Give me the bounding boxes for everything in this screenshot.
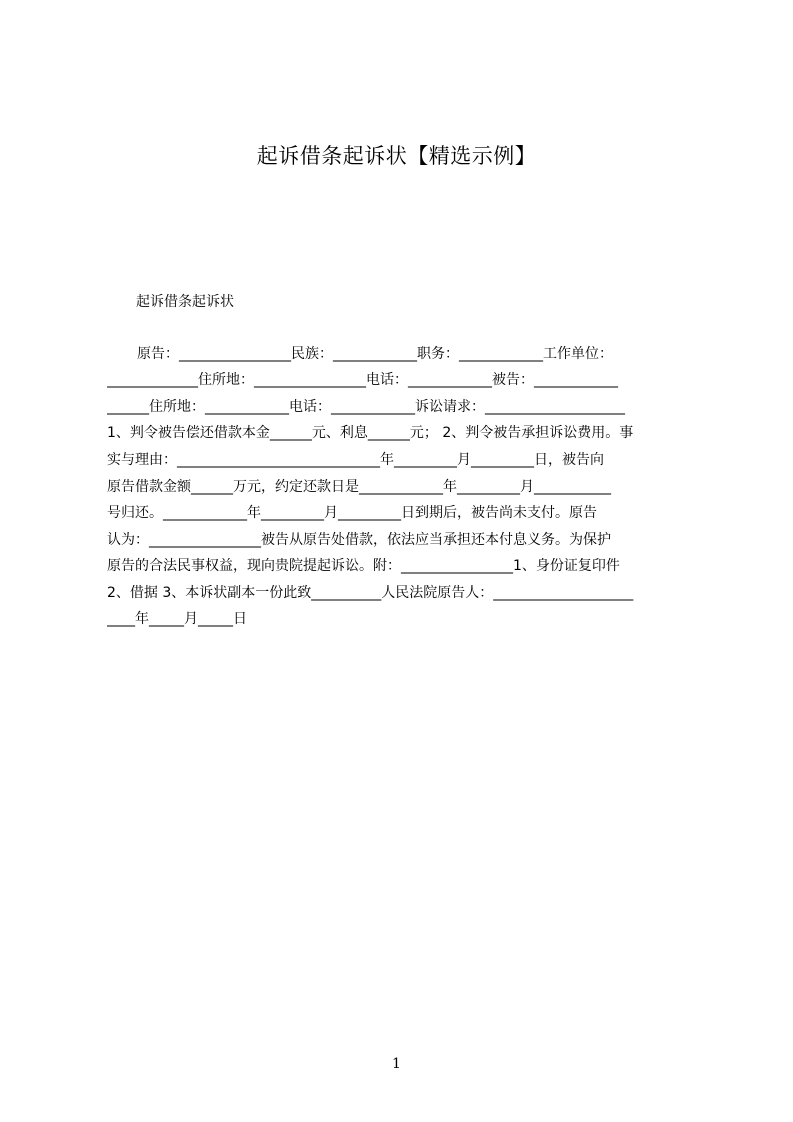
body-line-4: 1、判令被告偿还借款本金______元、利息______元； 2、判令被告承担诉讼费用。事	[107, 425, 634, 441]
body-line-2: _____________住所地：________________电话：____________被告：____________	[107, 372, 618, 388]
page-number: 1	[392, 1056, 401, 1072]
document-subtitle: 起诉借条起诉状	[136, 294, 234, 310]
body-line-3: ______住所地：____________电话：____________诉讼请求：____________________	[107, 399, 625, 415]
body-line-6: 原告借款金额______万元，约定还款日是____________年_________月___________	[107, 479, 611, 495]
body-line-10: 2、借据 3、本诉状副本一份此致__________人民法院原告人：____________________	[107, 585, 634, 601]
body-line-9: 原告的合法民事权益，现向贵院提起诉讼。附：________________1、身份证复印件	[107, 558, 620, 574]
body-line-7: 号归还。____________年_________月_________日到期后，被告尚未支付。原告	[107, 505, 597, 521]
body-line-8: 认为：________________被告从原告处借款，依法应当承担还本付息义务。为保护	[107, 532, 611, 548]
document-title: 起诉借条起诉状【精选示例】	[256, 144, 537, 168]
body-line-5: 实与理由：_____________________________年_________月_________日，被告向	[107, 452, 604, 468]
body-line-11: ____年_____月_____日	[107, 611, 247, 627]
body-line-1: 原告：________________民族：____________职务：____________工作单位：	[137, 346, 613, 362]
